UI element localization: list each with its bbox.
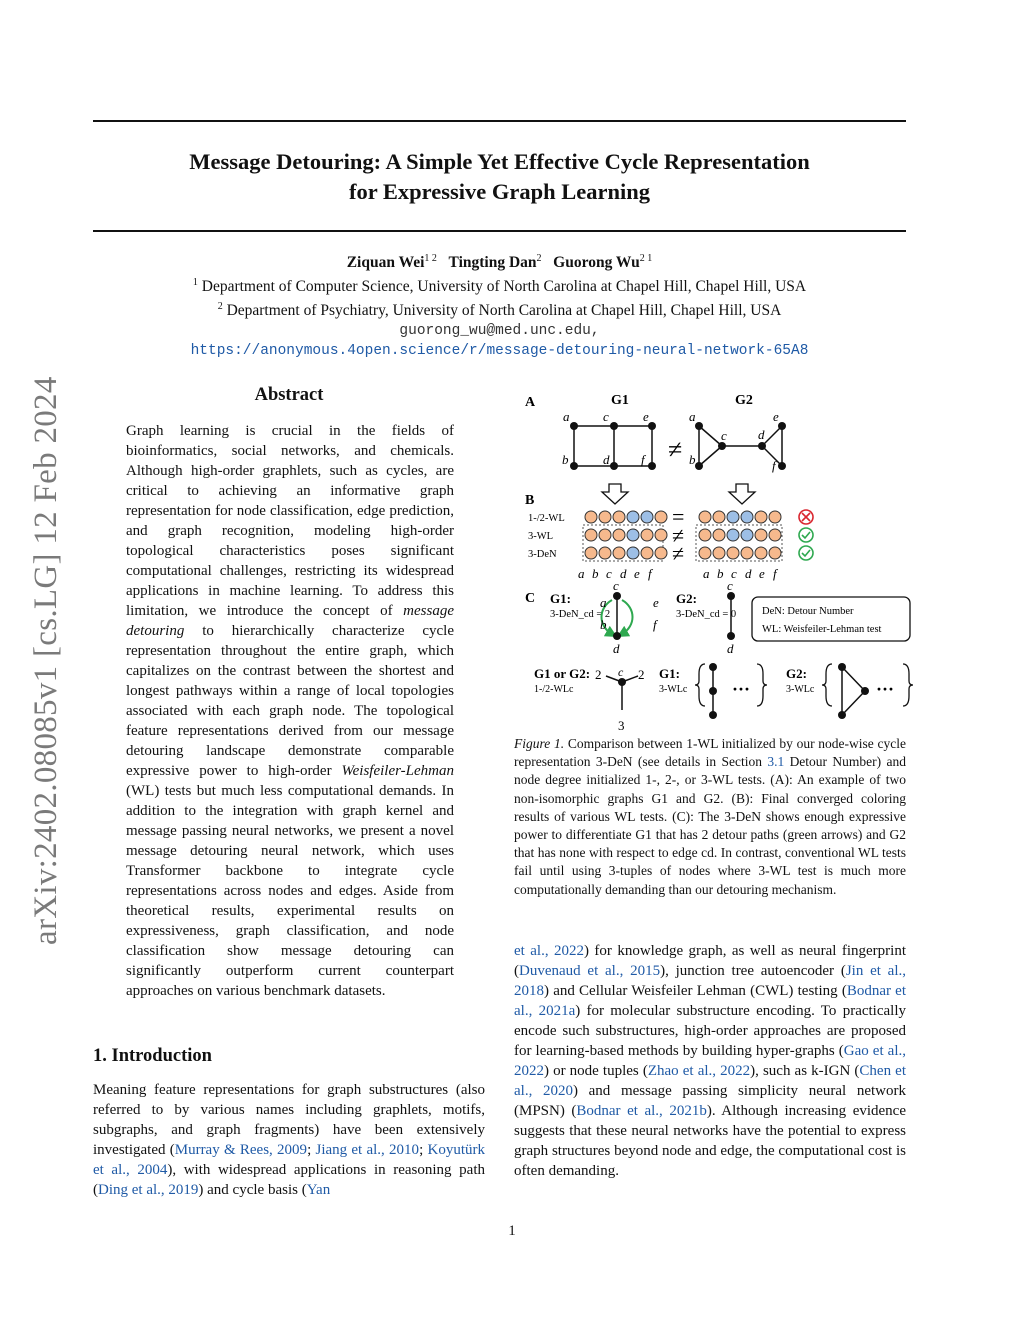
degree-label: 2 — [638, 667, 645, 682]
node-label: d — [727, 641, 734, 656]
author-block — [93, 249, 906, 361]
col-letter: b — [592, 566, 599, 581]
degree-label: 2 — [595, 667, 602, 682]
node-label: f — [653, 617, 657, 632]
color-node — [755, 529, 767, 541]
citation-link[interactable]: et al., 2022 — [514, 943, 584, 959]
color-node — [655, 511, 667, 523]
node-label: e — [653, 595, 659, 610]
node-label: c — [727, 578, 733, 593]
node-label: f — [641, 452, 645, 467]
down-arrow-icon — [602, 484, 628, 504]
color-node — [769, 529, 781, 541]
legend-wl: WL: Weisfeiler-Lehman test — [762, 624, 882, 635]
color-node — [599, 547, 611, 559]
ellipsis: ··· — [732, 679, 751, 699]
introduction-paragraph: Meaning feature representations for graph substructures (also referred to by various names including graphlets, motifs, subgraphs, and graph fragments) have been extensively investigated (Murray & Rees, 2009; Jiang et al., 2010; Koyutürk et al., 2004), with widespread applications in reasoning path (Ding et al., 2019) and cycle basis (Yan — [93, 1082, 485, 1198]
bottom-3wl-label-g1: 3-WLc — [659, 684, 688, 695]
bottom-3wl-label-g2: 3-WLc — [786, 684, 815, 695]
color-node — [627, 547, 639, 559]
row-label: 1-/2-WL — [528, 513, 565, 524]
neq-symbol: ≠ — [672, 523, 685, 548]
color-node — [655, 529, 667, 541]
citation-link[interactable]: Gao et al., 2022 — [514, 1043, 907, 1079]
node-label: f — [772, 458, 776, 473]
paper-title: Message Detouring: A Simple Yet Effective Cycle Representation for Expressive Graph Learning — [189, 149, 810, 204]
bottom-wl12-label: 1-/2-WLc — [534, 684, 574, 695]
affiliation-2: $^2$ Department of Psychiatry, University of North Carolina at Chapel Hill, Chapel Hill, USA — [217, 301, 782, 320]
color-node — [699, 547, 711, 559]
abstract-body: Graph learning is crucial in the fields of bioinformatics, social networks, and chemicals. Although high-order graphlets, such as cycles, are critical to achieving an informative graph representation for node classification, edge prediction, and graph recognition, modeling high-order topological characteristics poses significant computational challenges, restricting its widespread applications in machine learning. To address this limitation, we introduce the concept of message detouring to hierarchically characterize cycle representation throughout the entire graph, which capitalizes on the contrast between the shortest and longest pathways within a range of local topologies associated with each graph node. The topological feature representations derived from our message detouring landscape demonstrate comparable expressive power to high-order Weisfeiler-Lehman (WL) tests but much less computational demands. In addition to the integration with graph kernel and message passing neural networks, we present a novel message detouring neural network, which uses Transformer backbone to integrate cycle representations across nodes and edges. Aside from theoretical results, experimental results on expressiveness, graph classification, and node classification show message detouring can significantly outperform current counterpart approaches on various benchmark datasets. — [126, 423, 454, 999]
color-node — [613, 529, 625, 541]
section-heading-introduction: 1. Introduction — [93, 1046, 212, 1066]
color-node — [713, 511, 725, 523]
citation-link[interactable]: Yan — [306, 1182, 331, 1198]
node-label: e — [773, 409, 779, 424]
detour-arrow — [622, 600, 633, 634]
col-letter: f — [648, 566, 652, 581]
g2-title: G2 — [735, 393, 753, 408]
node-label: a — [600, 595, 607, 610]
panel-c-label: C — [525, 591, 536, 606]
author-names: Ziquan Wei$^{1 2}$ Tingting Dan$^2$ Guorong $Wu^{2 1}$ — [346, 253, 653, 272]
neq-symbol: ≠ — [672, 541, 685, 566]
color-node — [769, 511, 781, 523]
color-node — [641, 529, 653, 541]
bottom-g1-label: G1: — [659, 666, 680, 681]
down-arrow-icon — [729, 484, 755, 504]
color-node — [699, 529, 711, 541]
neq-symbol: ≠ — [668, 435, 683, 464]
arxiv-stamp: arXiv:2402.08085v1 [cs.LG] 12 Feb 2024 — [28, 376, 64, 945]
degree-label: 3 — [618, 718, 625, 731]
citation-link[interactable]: Jiang et al., 2010 — [315, 1142, 420, 1158]
node-label: b — [689, 452, 696, 467]
node-label: e — [643, 409, 649, 424]
node-label: d — [603, 452, 610, 467]
col-letter: e — [634, 566, 640, 581]
fail-icon — [799, 510, 813, 524]
col-letter: c — [606, 566, 612, 581]
color-node — [741, 529, 753, 541]
citation-link[interactable]: Murray & Rees, 2009 — [174, 1142, 308, 1158]
color-node — [741, 511, 753, 523]
color-node — [641, 547, 653, 559]
g1-den-value: 3-DeN_cd = 2 — [550, 609, 611, 620]
ellipsis: ··· — [876, 679, 895, 699]
color-node — [713, 529, 725, 541]
check-icon — [799, 546, 813, 560]
col-letter: b — [717, 566, 724, 581]
author-email[interactable]: guorong_wu@med.unc.edu, — [399, 323, 600, 340]
row-label: 3-DeN — [528, 549, 557, 560]
color-node — [627, 511, 639, 523]
color-node — [741, 547, 753, 559]
bottom-g1g2-label: G1 or G2: — [534, 666, 591, 681]
color-node — [641, 511, 653, 523]
citation-link[interactable]: Zhao et al., 2022 — [647, 1063, 751, 1079]
color-node — [727, 529, 739, 541]
node-label: b — [600, 617, 607, 632]
node-label: d — [758, 427, 765, 442]
node-label: c — [721, 428, 727, 443]
bottom-g2-label: G2: — [786, 666, 807, 681]
color-node — [727, 547, 739, 559]
color-node — [727, 511, 739, 523]
section-ref-link[interactable]: 3.1 — [767, 754, 785, 770]
g2-den-value: 3-DeN_cd = 0 — [676, 609, 737, 620]
col-letter: e — [759, 566, 765, 581]
col-letter: d — [745, 566, 752, 581]
top-rule — [93, 120, 906, 122]
c-g2-title: G2: — [676, 591, 697, 606]
check-icon — [799, 528, 813, 542]
node-label: c — [618, 665, 624, 679]
citation-link[interactable]: Chen et al., 2020 — [514, 1063, 906, 1099]
g1-title: G1 — [611, 393, 629, 408]
color-node — [613, 547, 625, 559]
color-node — [585, 511, 597, 523]
eq-symbol: = — [672, 504, 685, 529]
col-letter: a — [578, 566, 585, 581]
citation-link[interactable]: Jin et al., 2018 — [514, 963, 907, 999]
col-letter: f — [773, 566, 777, 581]
title-bottom-rule — [93, 230, 906, 232]
node-label: c — [613, 578, 619, 593]
code-url-link[interactable]: https://anonymous.4open.science/r/message-detouring-neural-network-65A8 — [190, 343, 809, 360]
color-node — [713, 547, 725, 559]
figure-caption: Figure 1. Comparison between 1-WL initialized by our node-wise cycle representation 3-DeN (see details in Section 3.1 Detour Number) and node degree initialized 1-, 2-, or 3-WL tests. (A): An example of two non-isomorphic graphs G1 and G2. (B): Final converged coloring results of various WL tests. (C): The 3-DeN shows enough expressive power to differentiate G1 that has 2 detour paths (green arrows) and G2 that has none with respect to edge cd. In contrast, conventional WL tests fail until using 3-tuples of nodes where 3-WL test is much more computationally demanding than our detouring mechanism. — [514, 736, 906, 897]
color-node — [769, 547, 781, 559]
color-node — [755, 511, 767, 523]
color-node — [755, 547, 767, 559]
affiliation-1: $^1$ Department of Computer Science, University of North Carolina at Chapel Hill, Chapel Hill, USA — [192, 277, 807, 296]
panel-a-label: A — [525, 395, 536, 410]
page-number: 1 — [508, 1223, 516, 1239]
citation-link[interactable]: Bodnar et al., 2021b — [576, 1103, 707, 1119]
node-label: b — [562, 452, 569, 467]
node-label: a — [689, 409, 696, 424]
color-node — [599, 511, 611, 523]
citation-link[interactable]: Bodnar et al., 2021a — [514, 983, 906, 1019]
color-node — [599, 529, 611, 541]
row-label: 3-WL — [528, 531, 554, 542]
graph-g2 — [699, 426, 782, 466]
citation-link[interactable]: Koyutürk et al., 2004 — [93, 1142, 485, 1178]
color-node — [627, 529, 639, 541]
figure-1 — [514, 386, 914, 731]
color-node — [699, 511, 711, 523]
color-node — [613, 511, 625, 523]
panel-b-label: B — [525, 493, 535, 508]
node-label: c — [603, 409, 609, 424]
legend-den: DeN: Detour Number — [762, 606, 854, 617]
legend-box — [752, 597, 910, 641]
color-node — [585, 547, 597, 559]
citation-link[interactable]: Duvenaud et al., 2015 — [519, 963, 661, 979]
col-letter: d — [620, 566, 627, 581]
right-column-paragraph: et al., 2022) for knowledge graph, as well as neural fingerprint (Duvenaud et al., 2015), junction tree autoencoder (Jin et al., 2018) and Cellular Weisfeiler Lehman (CWL) testing (Bodnar et al., 2021a) for molecular substructure encoding. To practically encode such substructures, high-order approaches are proposed for learning-based methods by building hyper-graphs (Gao et al., 2022) or node tuples (Zhao et al., 2022), such as k-IGN (Chen et al., 2020) and message passing simplicity neural network (MPSN) (Bodnar et al., 2021b). Although increasing evidence suggests that these neural networks have the potential to express graph structures beyond node and edge, the computational cost is often demanding. — [514, 943, 907, 1179]
node-label: d — [613, 641, 620, 656]
c-g1-title: G1: — [550, 591, 571, 606]
citation-link[interactable]: Ding et al., 2019 — [98, 1182, 199, 1198]
node-label: a — [563, 409, 570, 424]
abstract-heading: Abstract — [254, 385, 324, 405]
color-node — [585, 529, 597, 541]
col-letter: c — [731, 566, 737, 581]
col-letter: a — [703, 566, 710, 581]
color-node — [655, 547, 667, 559]
